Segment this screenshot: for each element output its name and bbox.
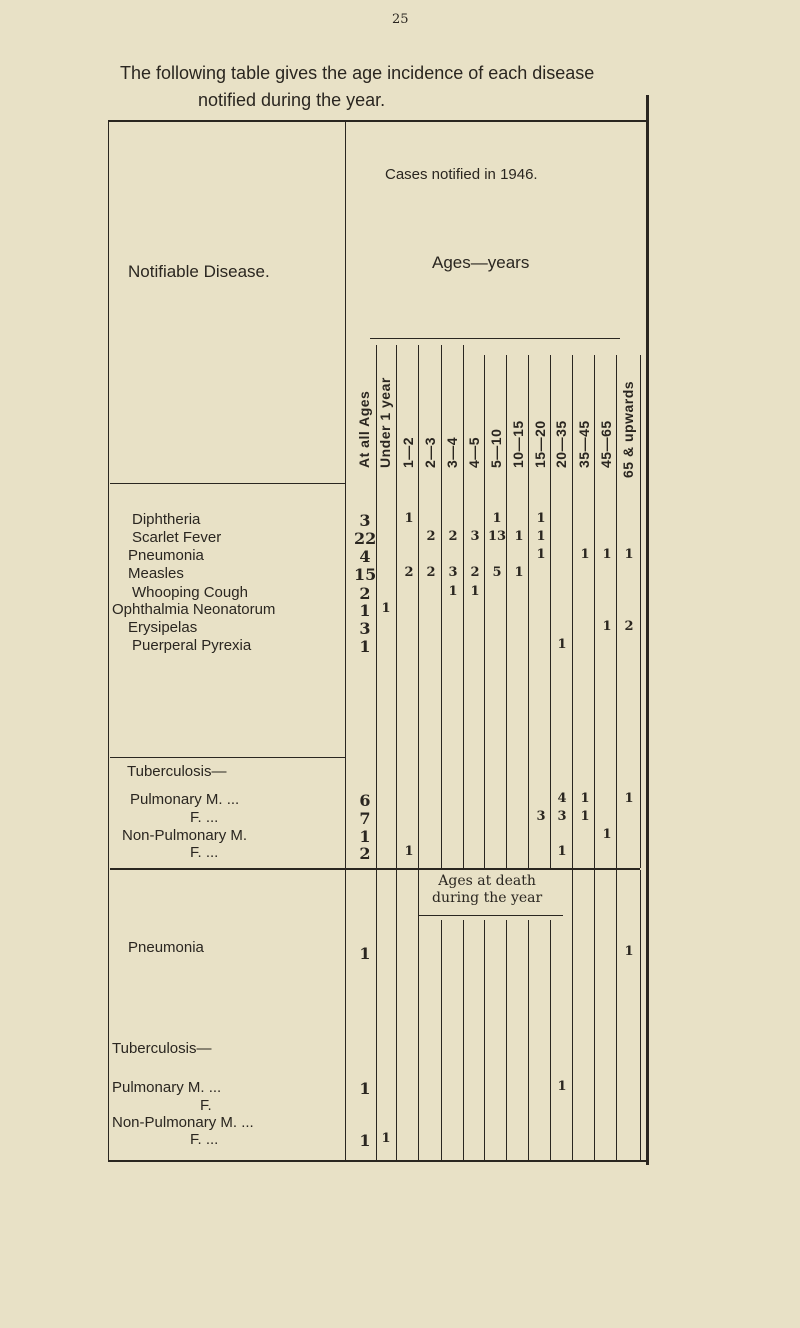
table-cell: 1 — [536, 529, 546, 544]
table-top-rule — [108, 120, 648, 122]
column-rule — [572, 870, 573, 1160]
table-cell: 1 — [557, 1079, 567, 1094]
table-cell: 1 — [514, 529, 524, 544]
column-header-10: 35—45 — [576, 420, 592, 468]
table-cell: 2 — [426, 565, 436, 580]
table-cell: 2 — [359, 584, 371, 603]
column-header-0: At all Ages — [356, 390, 372, 468]
column-rule — [640, 870, 641, 1160]
death-row-label: Pneumonia — [128, 939, 204, 956]
column-rule — [418, 870, 419, 1160]
column-header-5: 4—5 — [466, 436, 482, 468]
death-row-label: Non-Pulmonary M. ... — [112, 1114, 254, 1131]
row-label: Puerperal Pyrexia — [132, 637, 252, 654]
table-cell: 1 — [580, 809, 590, 824]
intro-line-1: The following table gives the age incidence of each disease — [120, 63, 595, 83]
disease-header: Notifiable Disease. — [128, 262, 270, 281]
table-cell: 2 — [470, 565, 480, 580]
table-cell: 1 — [359, 601, 371, 620]
table-cell: 1 — [580, 547, 590, 562]
table-cell: 6 — [359, 791, 371, 810]
row-label: Scarlet Fever — [132, 529, 222, 546]
table-cell: 2 — [404, 565, 414, 580]
tb-separator-rule — [110, 757, 345, 758]
column-rule — [376, 870, 377, 1160]
table-cell: 4 — [359, 547, 371, 566]
column-header-9: 20—35 — [553, 420, 569, 468]
column-header-12: 65 & upwards — [620, 380, 636, 478]
table-right-rule — [646, 95, 649, 1165]
row-label: Measles — [128, 565, 184, 582]
table-cell: 1 — [557, 637, 567, 652]
column-header-6: 5—10 — [488, 428, 504, 468]
table-left-rule — [108, 120, 109, 1160]
tb-row-label: Pulmonary M. ... — [130, 791, 240, 808]
row-label: Erysipelas — [128, 619, 198, 636]
column-header-1: Under 1 year — [377, 377, 393, 468]
table-cell: 1 — [580, 791, 590, 806]
ages-header: Ages—years — [432, 253, 530, 272]
table-cell: 13 — [487, 529, 507, 544]
table-cell: 2 — [624, 619, 634, 634]
column-header-4: 3—4 — [444, 436, 460, 468]
table-cell: 7 — [359, 809, 371, 828]
column-rule — [506, 920, 507, 1160]
table-cell: 1 — [602, 619, 612, 634]
table-cell: 15 — [354, 565, 377, 584]
table-cell: 3 — [470, 529, 480, 544]
table-cell: 1 — [514, 565, 524, 580]
death-row-label: Pulmonary M. ... — [112, 1079, 222, 1096]
column-rule — [640, 355, 641, 868]
tb-row-label: F. ... — [190, 809, 219, 826]
column-rule — [463, 345, 464, 868]
column-header-2: 1—2 — [400, 436, 416, 468]
table-cell: 1 — [448, 584, 458, 599]
column-header-8: 15—20 — [532, 420, 548, 468]
table-cell: 1 — [602, 547, 612, 562]
table-cell: 1 — [359, 637, 371, 656]
table-cell: 4 — [557, 791, 567, 806]
column-header-7: 10—15 — [510, 420, 526, 468]
table-title: Cases notified in 1946. — [385, 166, 538, 183]
page-number: 25 — [392, 12, 409, 27]
deaths-header-line-1: Ages at death — [438, 873, 536, 889]
row-label: Whooping Cough — [132, 584, 248, 601]
tb-row-label: Non-Pulmonary M. — [122, 827, 248, 844]
column-header-11: 45—65 — [598, 420, 614, 468]
disease-column-rule — [345, 120, 346, 1160]
deaths-separator-rule — [110, 868, 640, 870]
table-cell: 1 — [359, 1131, 371, 1150]
ages-rule — [370, 338, 620, 339]
column-rule — [441, 345, 442, 868]
table-cell: 1 — [602, 827, 612, 842]
column-rule — [550, 920, 551, 1160]
table-cell: 1 — [470, 584, 480, 599]
table-cell: 1 — [536, 511, 546, 526]
column-rule — [594, 870, 595, 1160]
column-rule — [616, 355, 617, 868]
table-cell: 1 — [624, 944, 634, 959]
table-cell: 1 — [624, 547, 634, 562]
table-cell: 1 — [359, 1079, 371, 1098]
column-rule — [528, 355, 529, 868]
table-cell: 1 — [359, 944, 371, 963]
death-row-label: F. ... — [190, 1131, 219, 1148]
table-bottom-rule — [108, 1160, 648, 1162]
intro-text — [120, 60, 720, 114]
table-cell: 3 — [557, 809, 567, 824]
column-rule — [616, 870, 617, 1160]
table-cell: 1 — [492, 511, 502, 526]
column-rule — [506, 355, 507, 868]
table-cell: 2 — [448, 529, 458, 544]
table-cell: 3 — [359, 619, 371, 638]
column-rule — [484, 355, 485, 868]
row-label: Pneumonia — [128, 547, 204, 564]
table-cell: 2 — [359, 844, 371, 863]
table-cell: 22 — [354, 529, 377, 548]
tb-row-label: F. ... — [190, 844, 219, 861]
death-row-label: F. — [200, 1097, 212, 1114]
table-cell: 3 — [359, 511, 371, 530]
tb-header: Tuberculosis— — [127, 763, 227, 780]
table-cell: 1 — [404, 511, 414, 526]
table-cell: 2 — [426, 529, 436, 544]
header-bottom-rule — [110, 483, 345, 484]
death-row-label: Tuberculosis— — [112, 1040, 212, 1057]
column-rule — [528, 920, 529, 1160]
column-rule — [484, 920, 485, 1160]
table-cell: 1 — [624, 791, 634, 806]
table-cell: 1 — [359, 827, 371, 846]
deaths-header-line-2: during the year — [432, 890, 543, 906]
table-cell: 1 — [557, 844, 567, 859]
intro-line-2: notified during the year. — [198, 90, 386, 110]
table-cell: 3 — [536, 809, 546, 824]
deaths-header — [432, 873, 542, 907]
column-rule — [396, 870, 397, 1160]
table-cell: 5 — [492, 565, 502, 580]
row-label: Ophthalmia Neonatorum — [112, 601, 276, 618]
row-label: Diphtheria — [132, 511, 201, 528]
table-cell: 1 — [404, 844, 414, 859]
column-header-3: 2—3 — [422, 436, 438, 468]
table-cell: 1 — [381, 1131, 391, 1146]
table-cell: 3 — [448, 565, 458, 580]
column-rule — [418, 345, 419, 868]
deaths-header-rule — [418, 915, 563, 916]
column-rule — [463, 920, 464, 1160]
table-cell: 1 — [536, 547, 546, 562]
table-cell: 1 — [381, 601, 391, 616]
column-rule — [441, 920, 442, 1160]
